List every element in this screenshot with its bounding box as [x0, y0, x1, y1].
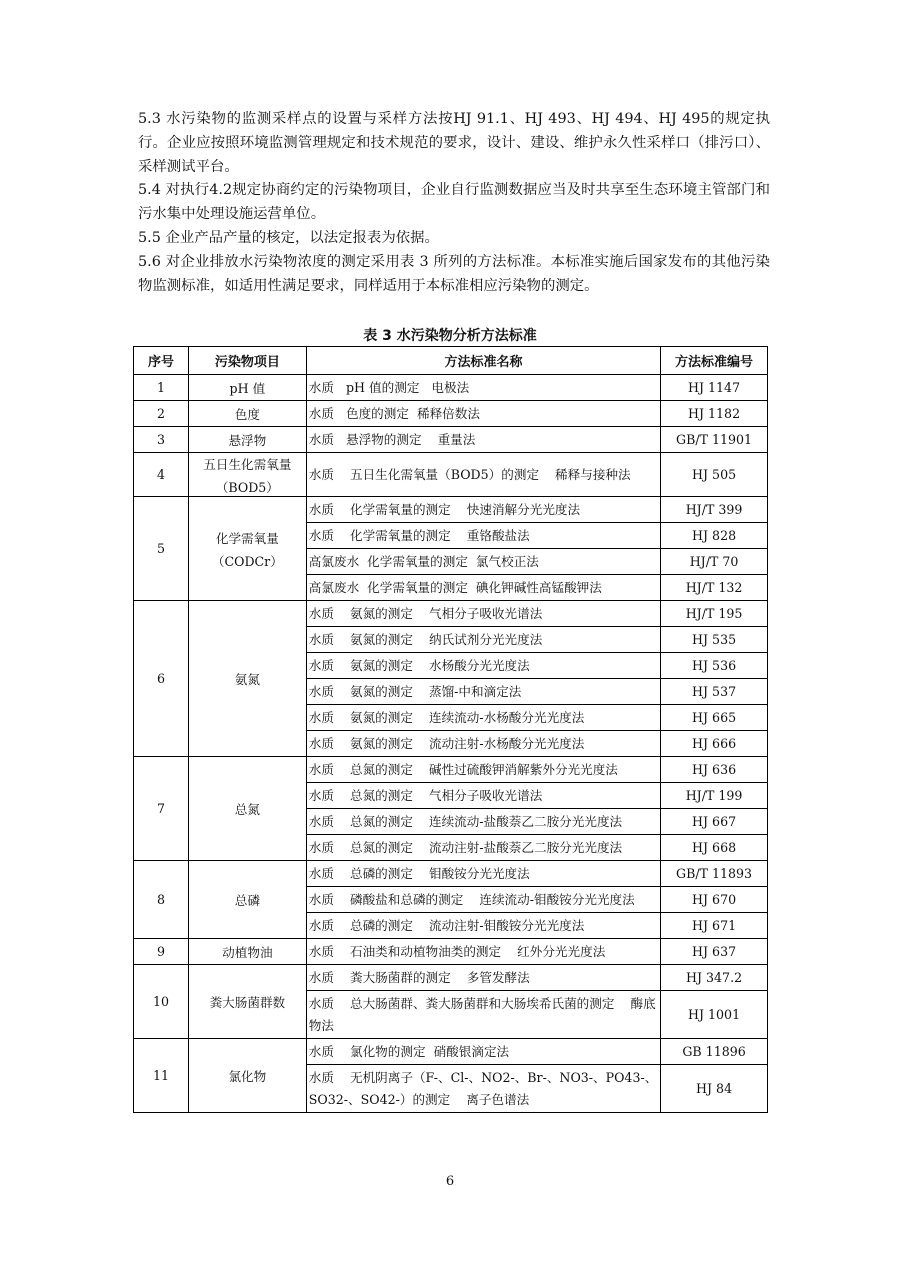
cell-method-code: HJ/T 199	[661, 783, 768, 809]
table-row	[134, 601, 768, 627]
table-row	[134, 1039, 768, 1065]
cell-method-name: 高氯废水 化学需氧量的测定 碘化钾碱性高锰酸钾法	[306, 575, 660, 601]
pollutant-name: 化学需氧量	[215, 530, 279, 546]
cell-no: 4	[134, 453, 189, 497]
cell-method-name: 水质 石油类和动植物油类的测定 红外分光光度法	[306, 939, 660, 965]
cell-method-name: 水质 色度的测定 稀释倍数法	[306, 401, 660, 427]
table-row	[134, 939, 768, 965]
cell-method-name: 水质 总氮的测定 碱性过硫酸钾消解紫外分光光度法	[306, 757, 660, 783]
pollutant-name: 悬浮物	[228, 433, 267, 448]
cell-no: 11	[134, 1039, 189, 1113]
paragraph-5-3: 5.3 水污染物的监测采样点的设置与采样方法按HJ 91.1、HJ 493、HJ 494、HJ 495的规定执行。企业应按照环境监测管理规定和技术规范的要求，设计、建设、维护永久性采样口（排污口）、采样测试平台。	[138, 111, 770, 175]
cell-method-code: HJ/T 132	[661, 575, 768, 601]
cell-pollutant	[188, 861, 306, 939]
cell-method-code: GB/T 11893	[661, 861, 768, 887]
cell-method-code: GB 11896	[661, 1039, 768, 1065]
pollutant-name: 动植物油	[222, 945, 273, 960]
body-text	[138, 108, 770, 298]
cell-pollutant	[188, 757, 306, 861]
cell-method-name: 水质 总氮的测定 气相分子吸收光谱法	[306, 783, 660, 809]
cell-method-code: HJ 665	[661, 705, 768, 731]
pollutant-name: 氨氮	[234, 672, 260, 687]
cell-method-name: 水质 总氮的测定 连续流动-盐酸萘乙二胺分光光度法	[306, 809, 660, 835]
cell-method-code: HJ 828	[661, 523, 768, 549]
pollutant-name: 五日生化需氧量	[203, 456, 292, 472]
cell-method-name: 水质 氨氮的测定 连续流动-水杨酸分光光度法	[306, 705, 660, 731]
cell-method-code: HJ 667	[661, 809, 768, 835]
cell-method-name: 水质 总磷的测定 流动注射-钼酸铵分光光度法	[306, 913, 660, 939]
pollutant-name: pH 值	[229, 381, 266, 396]
cell-method-name: 水质 无机阴离子（F-、Cl-、NO2-、Br-、NO3-、PO43-、SO32-、SO42-）的测定 离子色谱法	[306, 1065, 660, 1113]
method-standards-table	[133, 346, 768, 1113]
cell-method-name: 水质 pH 值的测定 电极法	[306, 375, 660, 401]
cell-no: 3	[134, 427, 189, 453]
cell-pollutant	[188, 601, 306, 757]
cell-method-name: 水质 氨氮的测定 气相分子吸收光谱法	[306, 601, 660, 627]
pollutant-name: 总磷	[234, 893, 260, 908]
cell-method-code: HJ 636	[661, 757, 768, 783]
cell-method-code: HJ 1001	[661, 991, 768, 1039]
cell-method-code: HJ 666	[661, 731, 768, 757]
cell-pollutant	[188, 453, 306, 497]
cell-method-code: HJ 537	[661, 679, 768, 705]
cell-pollutant	[188, 375, 306, 401]
cell-method-name: 水质 磷酸盐和总磷的测定 连续流动-钼酸铵分光光度法	[306, 887, 660, 913]
cell-method-name: 水质 氯化物的测定 硝酸银滴定法	[306, 1039, 660, 1065]
cell-method-name: 水质 氨氮的测定 蒸馏-中和滴定法	[306, 679, 660, 705]
cell-method-name: 水质 化学需氧量的测定 重铬酸盐法	[306, 523, 660, 549]
cell-method-code: HJ 668	[661, 835, 768, 861]
cell-pollutant	[188, 1039, 306, 1113]
pollutant-name: 总氮	[234, 802, 260, 817]
paragraph-5-6: 5.6 对企业排放水污染物浓度的测定采用表 3 所列的方法标准。本标准实施后国家发布的其他污染物监测标准，如适用性满足要求，同样适用于本标准相应污染物的测定。	[138, 253, 770, 294]
cell-method-code: HJ 535	[661, 627, 768, 653]
cell-method-name: 水质 氨氮的测定 流动注射-水杨酸分光光度法	[306, 731, 660, 757]
table-row	[134, 427, 768, 453]
cell-no: 2	[134, 401, 189, 427]
table-header-row	[134, 347, 768, 375]
pollutant-name: 氯化物	[228, 1069, 267, 1084]
pollutant-name: 色度	[234, 407, 260, 422]
cell-no: 9	[134, 939, 189, 965]
cell-pollutant	[188, 497, 306, 601]
header-method-name: 方法标准名称	[306, 347, 660, 375]
cell-method-code: HJ/T 399	[661, 497, 768, 523]
cell-no: 1	[134, 375, 189, 401]
paragraph-5-4: 5.4 对执行4.2规定协商约定的污染物项目，企业自行监测数据应当及时共享至生态环境主管部门和污水集中处理设施运营单位。	[138, 182, 770, 223]
cell-method-code: HJ 84	[661, 1065, 768, 1113]
cell-method-name: 水质 总氮的测定 流动注射-盐酸萘乙二胺分光光度法	[306, 835, 660, 861]
table-row	[134, 401, 768, 427]
cell-method-code: HJ 637	[661, 939, 768, 965]
header-item: 污染物项目	[188, 347, 306, 375]
cell-method-name: 水质 悬浮物的测定 重量法	[306, 427, 660, 453]
cell-no: 10	[134, 965, 189, 1039]
cell-no: 7	[134, 757, 189, 861]
cell-no: 8	[134, 861, 189, 939]
header-method-code: 方法标准编号	[661, 347, 768, 375]
cell-method-name: 水质 粪大肠菌群的测定 多管发酵法	[306, 965, 660, 991]
table-caption: 表 3 水污染物分析方法标准	[363, 328, 537, 344]
cell-method-code: HJ 671	[661, 913, 768, 939]
cell-method-code: HJ/T 70	[661, 549, 768, 575]
table-row	[134, 497, 768, 523]
cell-method-name: 水质 总大肠菌群、粪大肠菌群和大肠埃希氏菌的测定 酶底物法	[306, 991, 660, 1039]
cell-no: 6	[134, 601, 189, 757]
cell-method-code: HJ 536	[661, 653, 768, 679]
pollutant-abbrev: （CODCr）	[211, 553, 283, 569]
table-row	[134, 375, 768, 401]
table-row	[134, 453, 768, 497]
cell-pollutant	[188, 939, 306, 965]
cell-method-name: 水质 化学需氧量的测定 快速消解分光光度法	[306, 497, 660, 523]
cell-method-code: HJ 505	[661, 453, 768, 497]
cell-method-code: HJ 1147	[661, 375, 768, 401]
paragraph-5-5: 5.5 企业产品产量的核定，以法定报表为依据。	[138, 229, 439, 246]
cell-pollutant	[188, 965, 306, 1039]
cell-method-code: GB/T 11901	[661, 427, 768, 453]
page-number: 6	[445, 1174, 455, 1189]
cell-method-code: HJ/T 195	[661, 601, 768, 627]
cell-method-name: 水质 氨氮的测定 水杨酸分光光度法	[306, 653, 660, 679]
table-row	[134, 757, 768, 783]
cell-method-code: HJ 1182	[661, 401, 768, 427]
cell-method-name: 水质 总磷的测定 钼酸铵分光光度法	[306, 861, 660, 887]
cell-method-code: HJ 347.2	[661, 965, 768, 991]
cell-method-code: HJ 670	[661, 887, 768, 913]
cell-method-name: 水质 氨氮的测定 纳氏试剂分光光度法	[306, 627, 660, 653]
pollutant-name: 粪大肠菌群数	[209, 995, 286, 1010]
pollutant-abbrev: （BOD5）	[215, 479, 279, 495]
table-row	[134, 861, 768, 887]
cell-pollutant	[188, 401, 306, 427]
cell-method-name: 水质 五日生化需氧量（BOD5）的测定 稀释与接种法	[306, 453, 660, 497]
cell-no: 5	[134, 497, 189, 601]
cell-method-name: 高氯废水 化学需氧量的测定 氯气校正法	[306, 549, 660, 575]
header-no: 序号	[134, 347, 189, 375]
table-row	[134, 965, 768, 991]
cell-pollutant	[188, 427, 306, 453]
